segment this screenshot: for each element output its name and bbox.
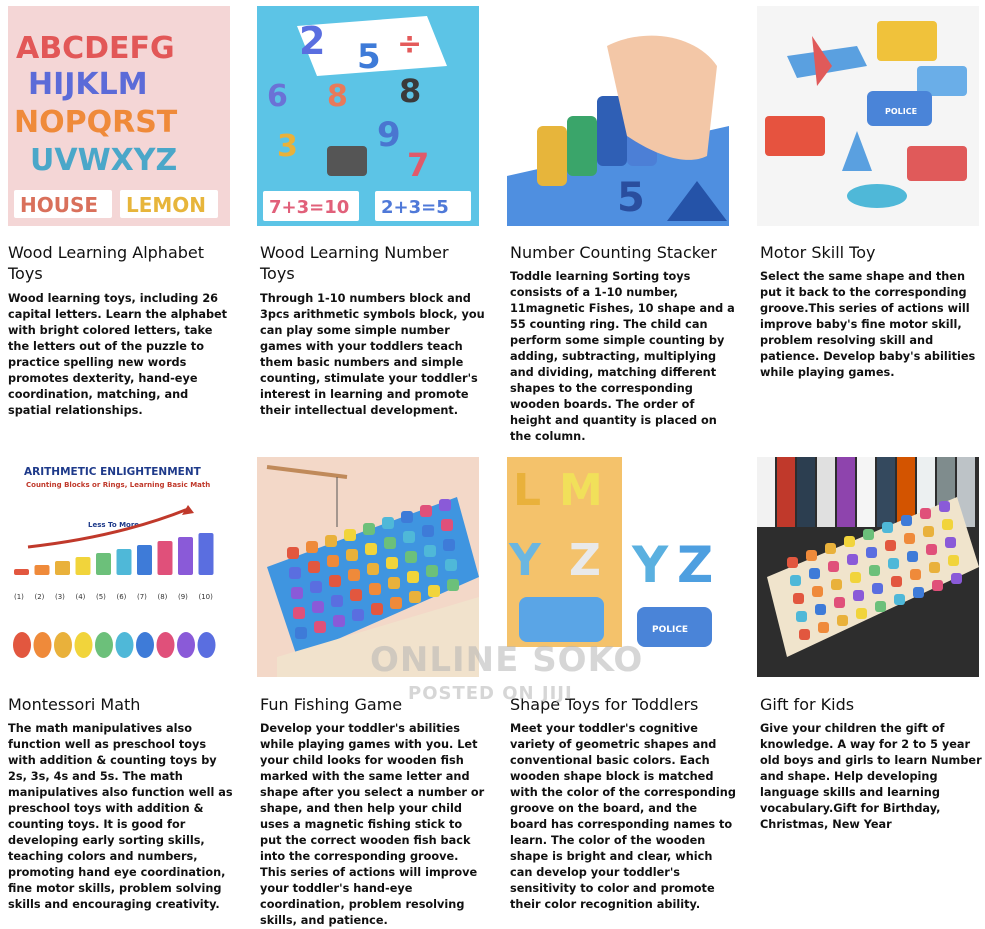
board-piece: [306, 541, 318, 553]
product-title: Wood Learning Number Toys: [260, 243, 449, 283]
board-piece: [793, 593, 804, 604]
board-piece: [799, 629, 810, 640]
board-piece: [812, 586, 823, 597]
board-piece: [888, 558, 899, 569]
board-piece: [363, 523, 375, 535]
board-piece: [910, 569, 921, 580]
book-spine: [797, 457, 815, 527]
counting-stack: [14, 569, 29, 575]
word-house: HOUSE: [20, 193, 99, 217]
book-spine: [777, 457, 795, 527]
board-piece: [850, 572, 861, 583]
fish-piece: [136, 632, 154, 658]
shape-letter-y: Y: [632, 536, 669, 594]
counting-stack: [199, 533, 214, 575]
product-description: Toddle learning Sorting toys consists of a 1-10 number, 11magnetic Fishes, 10 shape and a 55 counting ring. The child can perform some simple counting by adding, subtracting, multiplying and dividing, matching different shapes to the corresponding wooden boards. The order of height and quantity is placed on the column.: [510, 270, 735, 443]
board-piece: [904, 533, 915, 544]
board-piece: [409, 591, 421, 603]
product-description: The math manipulatives also function well as preschool toys with addition & counting toys by 2s, 3s, 4s and 5s. The math manipulatives also function well as preschool toys with addition & counting toys. It is good for developing early sorting skills, teaching colors and numbers, promoting hand eye coordination, fine motor skills, problem solving skills and encouraging creativity.: [8, 722, 233, 911]
letter-row-1: ABCDEFG: [16, 31, 175, 66]
board-piece: [312, 601, 324, 613]
product-title: Motor Skill Toy: [760, 243, 876, 262]
product-title: Gift for Kids: [760, 695, 855, 714]
board-piece: [346, 549, 358, 561]
stack-label: (9): [178, 593, 188, 601]
letter-row-4: UVWXYZ: [30, 143, 178, 178]
product-image-motor: [757, 6, 979, 226]
product-image-stacker: [507, 6, 729, 226]
book-spine: [817, 457, 835, 527]
svg-text:8: 8: [327, 79, 348, 114]
stack-label: (8): [157, 593, 168, 601]
word-lemon: LEMON: [126, 193, 207, 217]
board-piece: [386, 557, 398, 569]
counting-stack: [76, 557, 91, 575]
equation-1: 7+3=10: [269, 197, 350, 218]
counting-stack: [96, 553, 111, 575]
svg-text:6: 6: [267, 79, 288, 114]
board-piece: [388, 577, 400, 589]
board-piece: [405, 551, 417, 563]
board-piece: [847, 554, 858, 565]
fish-piece: [95, 632, 113, 658]
board-piece: [447, 579, 459, 591]
stack-label: (10): [198, 593, 213, 601]
svg-text:÷: ÷: [397, 27, 423, 62]
board-piece: [853, 590, 864, 601]
svg-text:5: 5: [357, 37, 381, 77]
shape-letter-l: L: [513, 465, 542, 516]
board-piece: [365, 543, 377, 555]
board-piece: [439, 499, 451, 511]
product-description: Select the same shape and then put it back to the corresponding groove.This series of actions will improve baby's fine motor skill, problem resolving skill and patience. Develop baby's abilities while playing games.: [760, 270, 976, 379]
board-piece: [371, 603, 383, 615]
board-piece: [329, 575, 341, 587]
product-description: Develop your toddler's abilities while playing games with you. Let your child looks for wooden fish marked with the same letter and shape after you select a number or shape, and then help your child uses a magnetic fishing stick to put the correct wooden fish back into the corresponding groove. This series of actions will improve your toddler's hand-eye coordination, problem resolving skills, and patience.: [260, 722, 485, 927]
board-piece: [325, 535, 337, 547]
board-piece: [907, 551, 918, 562]
board-piece: [939, 501, 950, 512]
board-piece: [856, 608, 867, 619]
board-piece: [831, 579, 842, 590]
stack-label: (2): [34, 593, 45, 601]
board-piece: [875, 601, 886, 612]
board-piece: [382, 517, 394, 529]
board-piece: [844, 536, 855, 547]
product-description: Meet your toddler's cognitive variety of geometric shapes and conventional basic colors. Each wooden shape block is matched with the color of the corresponding groove on the board, and the board has corresponding names to learn. The color of the wooden shape is bright and clear, which can develop your toddler's sensitivity to color and promote their color recognition ability.: [510, 722, 736, 911]
board-piece: [367, 563, 379, 575]
police-label: POLICE: [652, 625, 689, 635]
board-piece: [942, 519, 953, 530]
board-piece: [837, 615, 848, 626]
watermark-line-2: POSTED ON JIJI: [408, 683, 573, 704]
fish-piece: [34, 632, 52, 658]
product-description: Wood learning toys, including 26 capital letters. Learn the alphabet with bright colored letters, take the letters out of the puzzle to practice spelling new words promotes dexterity, hand-eye coordination, matching, and spatial relationships.: [8, 292, 228, 417]
board-piece: [901, 515, 912, 526]
board-piece: [913, 587, 924, 598]
stack-label: (4): [75, 593, 86, 601]
product-image-gift: [757, 457, 979, 677]
counting-stack: [35, 565, 50, 575]
board-piece: [787, 557, 798, 568]
fish-piece: [13, 632, 31, 658]
arrow-label: Less To More: [88, 521, 140, 529]
equation-2: 2+3=5: [381, 197, 449, 218]
product-image-montessori: [8, 457, 230, 677]
board-piece: [384, 537, 396, 549]
board-piece: [863, 529, 874, 540]
board-piece: [926, 544, 937, 555]
board-piece: [894, 594, 905, 605]
fish-piece: [54, 632, 72, 658]
board-piece: [426, 565, 438, 577]
board-piece: [295, 627, 307, 639]
board-piece: [331, 595, 343, 607]
counting-stack: [178, 537, 193, 575]
board-piece: [289, 567, 301, 579]
svg-text:8: 8: [399, 72, 422, 110]
board-piece: [932, 580, 943, 591]
board-piece: [310, 581, 322, 593]
stack-label: (6): [116, 593, 127, 601]
board-piece: [287, 547, 299, 559]
product-title: Shape Toys for Toddlers: [510, 695, 699, 714]
svg-text:5: 5: [617, 175, 645, 221]
counting-stack: [158, 541, 173, 575]
board-piece: [872, 583, 883, 594]
board-piece: [403, 531, 415, 543]
police-label: POLICE: [885, 107, 918, 116]
board-piece: [885, 540, 896, 551]
board-piece: [369, 583, 381, 595]
book-spine: [877, 457, 895, 527]
fish-piece: [75, 632, 93, 658]
counting-stack: [117, 549, 132, 575]
stack-label: (5): [96, 593, 106, 601]
board-piece: [390, 597, 402, 609]
svg-text:7: 7: [407, 146, 430, 184]
board-piece: [790, 575, 801, 586]
board-piece: [327, 555, 339, 567]
product-title: Number Counting Stacker: [510, 243, 717, 262]
board-piece: [834, 597, 845, 608]
board-piece: [809, 568, 820, 579]
board-piece: [422, 525, 434, 537]
board-piece: [441, 519, 453, 531]
board-piece: [428, 585, 440, 597]
book-spine: [857, 457, 875, 527]
shape-letter-z-board: Z: [569, 535, 601, 586]
product-title: Montessori Math: [8, 695, 141, 714]
shape-letter-y-board: Y: [509, 535, 541, 586]
board-piece: [314, 621, 326, 633]
svg-text:3: 3: [277, 129, 298, 164]
stack-label: (1): [14, 593, 24, 601]
product-image-numbers: [257, 6, 479, 226]
counting-stack: [137, 545, 152, 575]
fish-piece: [177, 632, 195, 658]
fish-piece: [116, 632, 134, 658]
product-description: Give your children the gift of knowledge. A way for 2 to 5 year old boys and girls to learn Number and shape. Help developing language skills and learning vocabulary.Gift for Birthday, Christmas, New Year: [760, 722, 982, 831]
board-piece: [348, 569, 360, 581]
board-piece: [882, 522, 893, 533]
product-title: Wood Learning Alphabet Toys: [8, 243, 205, 283]
svg-text:2: 2: [299, 19, 326, 63]
board-piece: [818, 622, 829, 633]
board-piece: [308, 561, 320, 573]
watermark-line-1: ONLINE SOKO: [370, 640, 644, 680]
board-piece: [352, 609, 364, 621]
letter-row-3: NOPQRST: [14, 105, 178, 140]
board-piece: [407, 571, 419, 583]
product-description: Through 1-10 numbers block and 3pcs arithmetic symbols block, you can play some simple number games with your toddlers teach them basic numbers and simple counting, stimulate your toddler's interest in learning and promote their intellectual development.: [260, 292, 485, 417]
board-piece: [291, 587, 303, 599]
board-piece: [945, 537, 956, 548]
shape-letter-z: Z: [677, 536, 714, 594]
image-heading: ARITHMETIC ENLIGHTENMENT: [24, 466, 201, 478]
board-piece: [828, 561, 839, 572]
board-piece: [796, 611, 807, 622]
book-spine: [837, 457, 855, 527]
board-piece: [344, 529, 356, 541]
board-piece: [869, 565, 880, 576]
board-piece: [929, 562, 940, 573]
stack-label: (7): [137, 593, 147, 601]
product-title: Fun Fishing Game: [260, 695, 403, 714]
board-piece: [445, 559, 457, 571]
shape-letter-m: M: [559, 465, 603, 516]
board-piece: [951, 573, 962, 584]
board-piece: [420, 505, 432, 517]
board-piece: [891, 576, 902, 587]
board-piece: [920, 508, 931, 519]
board-piece: [443, 539, 455, 551]
board-piece: [825, 543, 836, 554]
counting-stack: [55, 561, 70, 575]
board-piece: [815, 604, 826, 615]
fish-piece: [157, 632, 175, 658]
board-piece: [424, 545, 436, 557]
board-piece: [923, 526, 934, 537]
book-spine: [757, 457, 775, 527]
letter-row-2: HIJKLM: [28, 67, 148, 102]
board-piece: [293, 607, 305, 619]
board-piece: [350, 589, 362, 601]
svg-text:9: 9: [377, 115, 401, 155]
board-piece: [806, 550, 817, 561]
product-image-alphabet: [8, 6, 230, 226]
image-subheading: Counting Blocks or Rings, Learning Basic Math: [26, 481, 211, 489]
board-piece: [866, 547, 877, 558]
board-piece: [401, 511, 413, 523]
board-piece: [333, 615, 345, 627]
stack-label: (3): [55, 593, 65, 601]
fish-piece: [198, 632, 216, 658]
board-piece: [948, 555, 959, 566]
